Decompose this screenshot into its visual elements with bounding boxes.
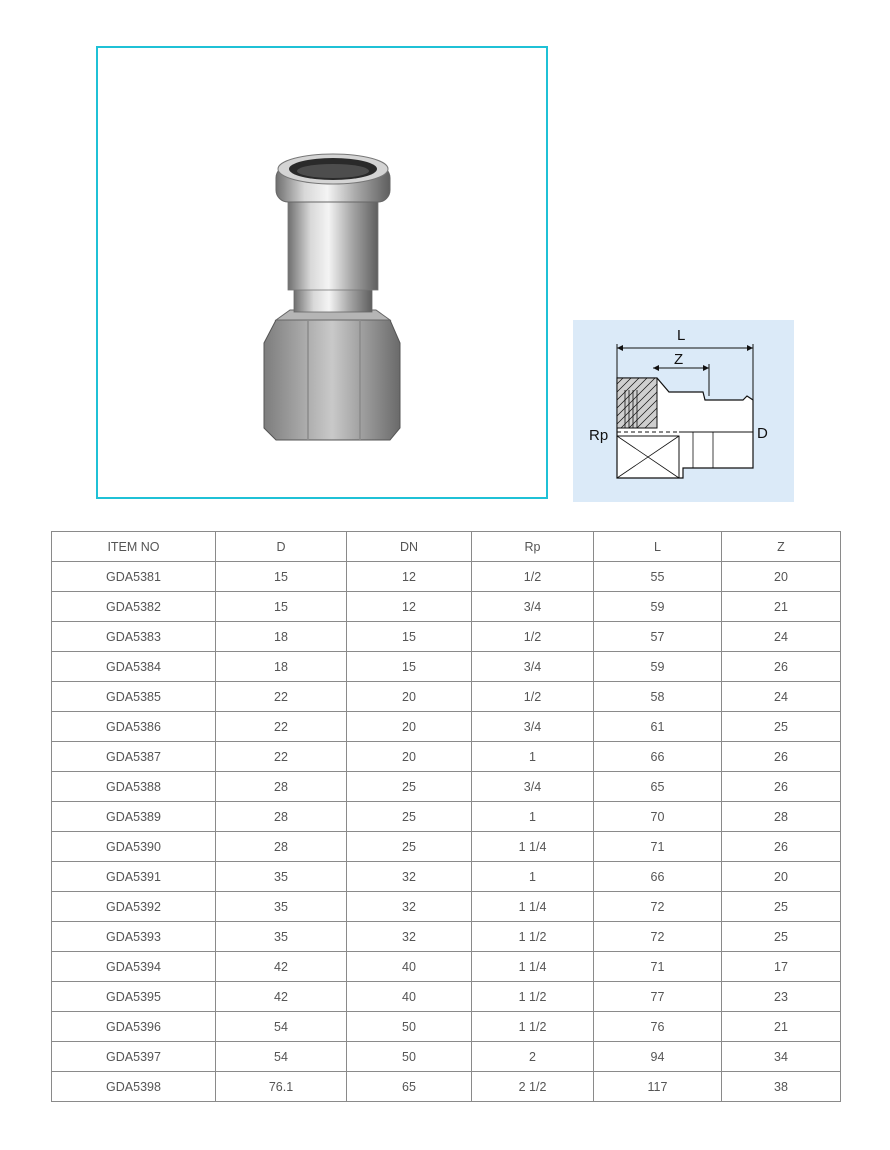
cell-rp: 3/4 <box>472 592 594 622</box>
cell-z: 25 <box>722 712 841 742</box>
cell-rp: 1/2 <box>472 622 594 652</box>
cell-rp: 3/4 <box>472 712 594 742</box>
cell-l: 94 <box>594 1042 722 1072</box>
cell-l: 57 <box>594 622 722 652</box>
cell-d: 28 <box>216 772 347 802</box>
cell-item-no: GDA5394 <box>52 952 216 982</box>
cell-z: 26 <box>722 772 841 802</box>
table-body <box>52 562 841 1102</box>
length-label: L <box>677 327 686 344</box>
cell-z: 20 <box>722 862 841 892</box>
cell-l: 65 <box>594 772 722 802</box>
cell-l: 66 <box>594 862 722 892</box>
cell-z: 26 <box>722 832 841 862</box>
cell-item-no: GDA5393 <box>52 922 216 952</box>
cell-d: 15 <box>216 562 347 592</box>
cell-l: 55 <box>594 562 722 592</box>
cell-item-no: GDA5396 <box>52 1012 216 1042</box>
header-l: L <box>594 532 722 562</box>
cell-l: 71 <box>594 952 722 982</box>
cell-d: 35 <box>216 862 347 892</box>
cell-d: 18 <box>216 622 347 652</box>
cell-dn: 32 <box>347 892 472 922</box>
cell-dn: 50 <box>347 1042 472 1072</box>
cell-l: 72 <box>594 892 722 922</box>
table-row <box>52 1072 841 1102</box>
cell-item-no: GDA5398 <box>52 1072 216 1102</box>
cell-item-no: GDA5390 <box>52 832 216 862</box>
cell-rp: 1 1/4 <box>472 892 594 922</box>
cell-d: 28 <box>216 832 347 862</box>
table-row <box>52 712 841 742</box>
table-row <box>52 622 841 652</box>
cell-l: 66 <box>594 742 722 772</box>
cell-dn: 12 <box>347 592 472 622</box>
cell-dn: 40 <box>347 952 472 982</box>
table-row <box>52 1042 841 1072</box>
cell-item-no: GDA5387 <box>52 742 216 772</box>
cell-d: 54 <box>216 1012 347 1042</box>
cell-dn: 32 <box>347 862 472 892</box>
cell-item-no: GDA5382 <box>52 592 216 622</box>
table-header-row <box>52 532 841 562</box>
cell-d: 35 <box>216 892 347 922</box>
cell-z: 17 <box>722 952 841 982</box>
cell-dn: 15 <box>347 622 472 652</box>
cell-item-no: GDA5389 <box>52 802 216 832</box>
table-row <box>52 922 841 952</box>
cell-rp: 1/2 <box>472 682 594 712</box>
header-z: Z <box>722 532 841 562</box>
cell-item-no: GDA5397 <box>52 1042 216 1072</box>
cell-rp: 2 1/2 <box>472 1072 594 1102</box>
cell-dn: 20 <box>347 742 472 772</box>
cell-rp: 1 <box>472 862 594 892</box>
table-row <box>52 652 841 682</box>
diameter-label: D <box>757 425 768 442</box>
cell-item-no: GDA5385 <box>52 682 216 712</box>
cell-z: 34 <box>722 1042 841 1072</box>
cell-l: 117 <box>594 1072 722 1102</box>
cell-item-no: GDA5388 <box>52 772 216 802</box>
cell-l: 72 <box>594 922 722 952</box>
cell-z: 24 <box>722 622 841 652</box>
table-row <box>52 1012 841 1042</box>
table-row <box>52 772 841 802</box>
cell-rp: 2 <box>472 1042 594 1072</box>
cell-rp: 1 1/4 <box>472 832 594 862</box>
cell-dn: 25 <box>347 832 472 862</box>
cell-rp: 1 1/2 <box>472 982 594 1012</box>
insert-label: Z <box>674 351 684 368</box>
specification-table <box>51 531 841 1102</box>
cell-l: 59 <box>594 652 722 682</box>
table-row <box>52 982 841 1012</box>
cell-dn: 50 <box>347 1012 472 1042</box>
cell-item-no: GDA5383 <box>52 622 216 652</box>
cell-z: 28 <box>722 802 841 832</box>
cell-item-no: GDA5395 <box>52 982 216 1012</box>
cell-dn: 12 <box>347 562 472 592</box>
cell-l: 61 <box>594 712 722 742</box>
cell-dn: 32 <box>347 922 472 952</box>
cell-d: 22 <box>216 682 347 712</box>
cell-dn: 25 <box>347 772 472 802</box>
header-rp: Rp <box>472 532 594 562</box>
cell-rp: 1 1/2 <box>472 1012 594 1042</box>
dimension-diagram <box>573 320 794 502</box>
cell-l: 58 <box>594 682 722 712</box>
press-fitting-image <box>98 48 546 497</box>
cell-dn: 40 <box>347 982 472 1012</box>
cell-z: 38 <box>722 1072 841 1102</box>
cell-rp: 1/2 <box>472 562 594 592</box>
cell-item-no: GDA5392 <box>52 892 216 922</box>
cell-d: 42 <box>216 952 347 982</box>
cell-d: 22 <box>216 742 347 772</box>
cell-item-no: GDA5391 <box>52 862 216 892</box>
table-row <box>52 682 841 712</box>
header-item-no: ITEM NO <box>52 532 216 562</box>
cell-dn: 20 <box>347 682 472 712</box>
cell-l: 76 <box>594 1012 722 1042</box>
cell-z: 24 <box>722 682 841 712</box>
cell-d: 28 <box>216 802 347 832</box>
header-d: D <box>216 532 347 562</box>
cell-rp: 3/4 <box>472 772 594 802</box>
table-row <box>52 742 841 772</box>
cell-item-no: GDA5386 <box>52 712 216 742</box>
table-row <box>52 862 841 892</box>
cell-l: 59 <box>594 592 722 622</box>
cell-dn: 65 <box>347 1072 472 1102</box>
cell-d: 15 <box>216 592 347 622</box>
cell-d: 54 <box>216 1042 347 1072</box>
cell-rp: 1 <box>472 802 594 832</box>
table-row <box>52 592 841 622</box>
cell-z: 23 <box>722 982 841 1012</box>
cell-d: 42 <box>216 982 347 1012</box>
cell-dn: 15 <box>347 652 472 682</box>
cell-d: 22 <box>216 712 347 742</box>
table-row <box>52 832 841 862</box>
cell-z: 25 <box>722 922 841 952</box>
cell-dn: 25 <box>347 802 472 832</box>
cell-d: 18 <box>216 652 347 682</box>
cell-z: 21 <box>722 1012 841 1042</box>
cell-dn: 20 <box>347 712 472 742</box>
product-photo-frame <box>96 46 548 499</box>
cell-l: 70 <box>594 802 722 832</box>
table-row <box>52 562 841 592</box>
header-dn: DN <box>347 532 472 562</box>
cell-z: 21 <box>722 592 841 622</box>
cell-z: 25 <box>722 892 841 922</box>
thread-label: Rp <box>589 427 609 444</box>
cell-z: 26 <box>722 652 841 682</box>
cell-z: 20 <box>722 562 841 592</box>
table-row <box>52 892 841 922</box>
cell-rp: 1 1/2 <box>472 922 594 952</box>
cell-item-no: GDA5381 <box>52 562 216 592</box>
table-row <box>52 952 841 982</box>
cell-d: 76.1 <box>216 1072 347 1102</box>
cell-rp: 3/4 <box>472 652 594 682</box>
cell-z: 26 <box>722 742 841 772</box>
cell-l: 71 <box>594 832 722 862</box>
cell-item-no: GDA5384 <box>52 652 216 682</box>
cell-rp: 1 1/4 <box>472 952 594 982</box>
cell-l: 77 <box>594 982 722 1012</box>
cell-d: 35 <box>216 922 347 952</box>
cell-rp: 1 <box>472 742 594 772</box>
table-row <box>52 802 841 832</box>
